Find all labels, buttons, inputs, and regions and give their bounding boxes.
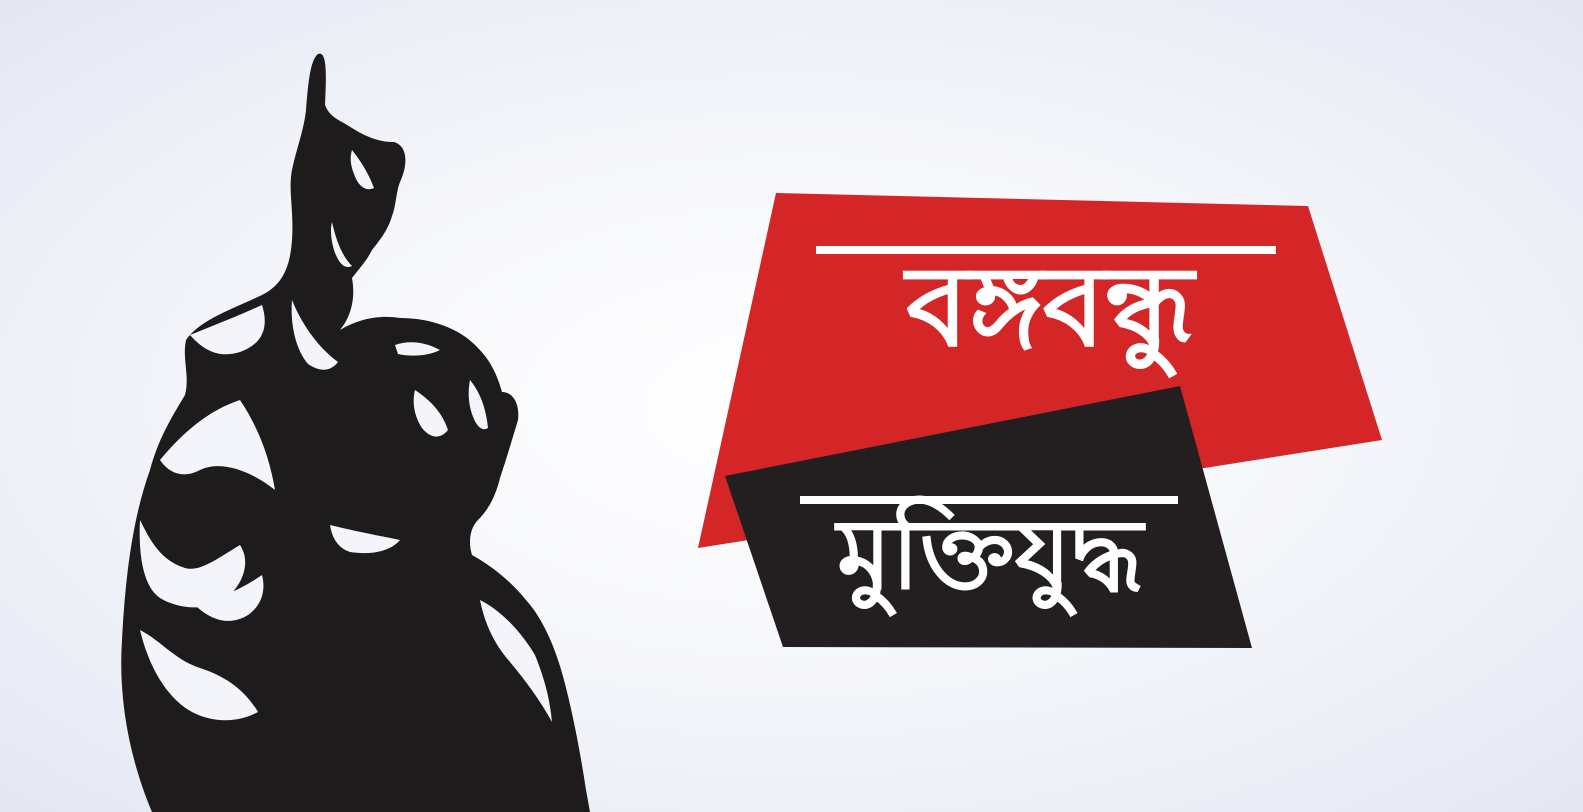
orator-silhouette xyxy=(121,54,590,812)
title-primary: বঙ্গবন্ধু xyxy=(906,242,1194,372)
title-secondary: মুক্তিযুদ্ধ xyxy=(837,498,1143,612)
